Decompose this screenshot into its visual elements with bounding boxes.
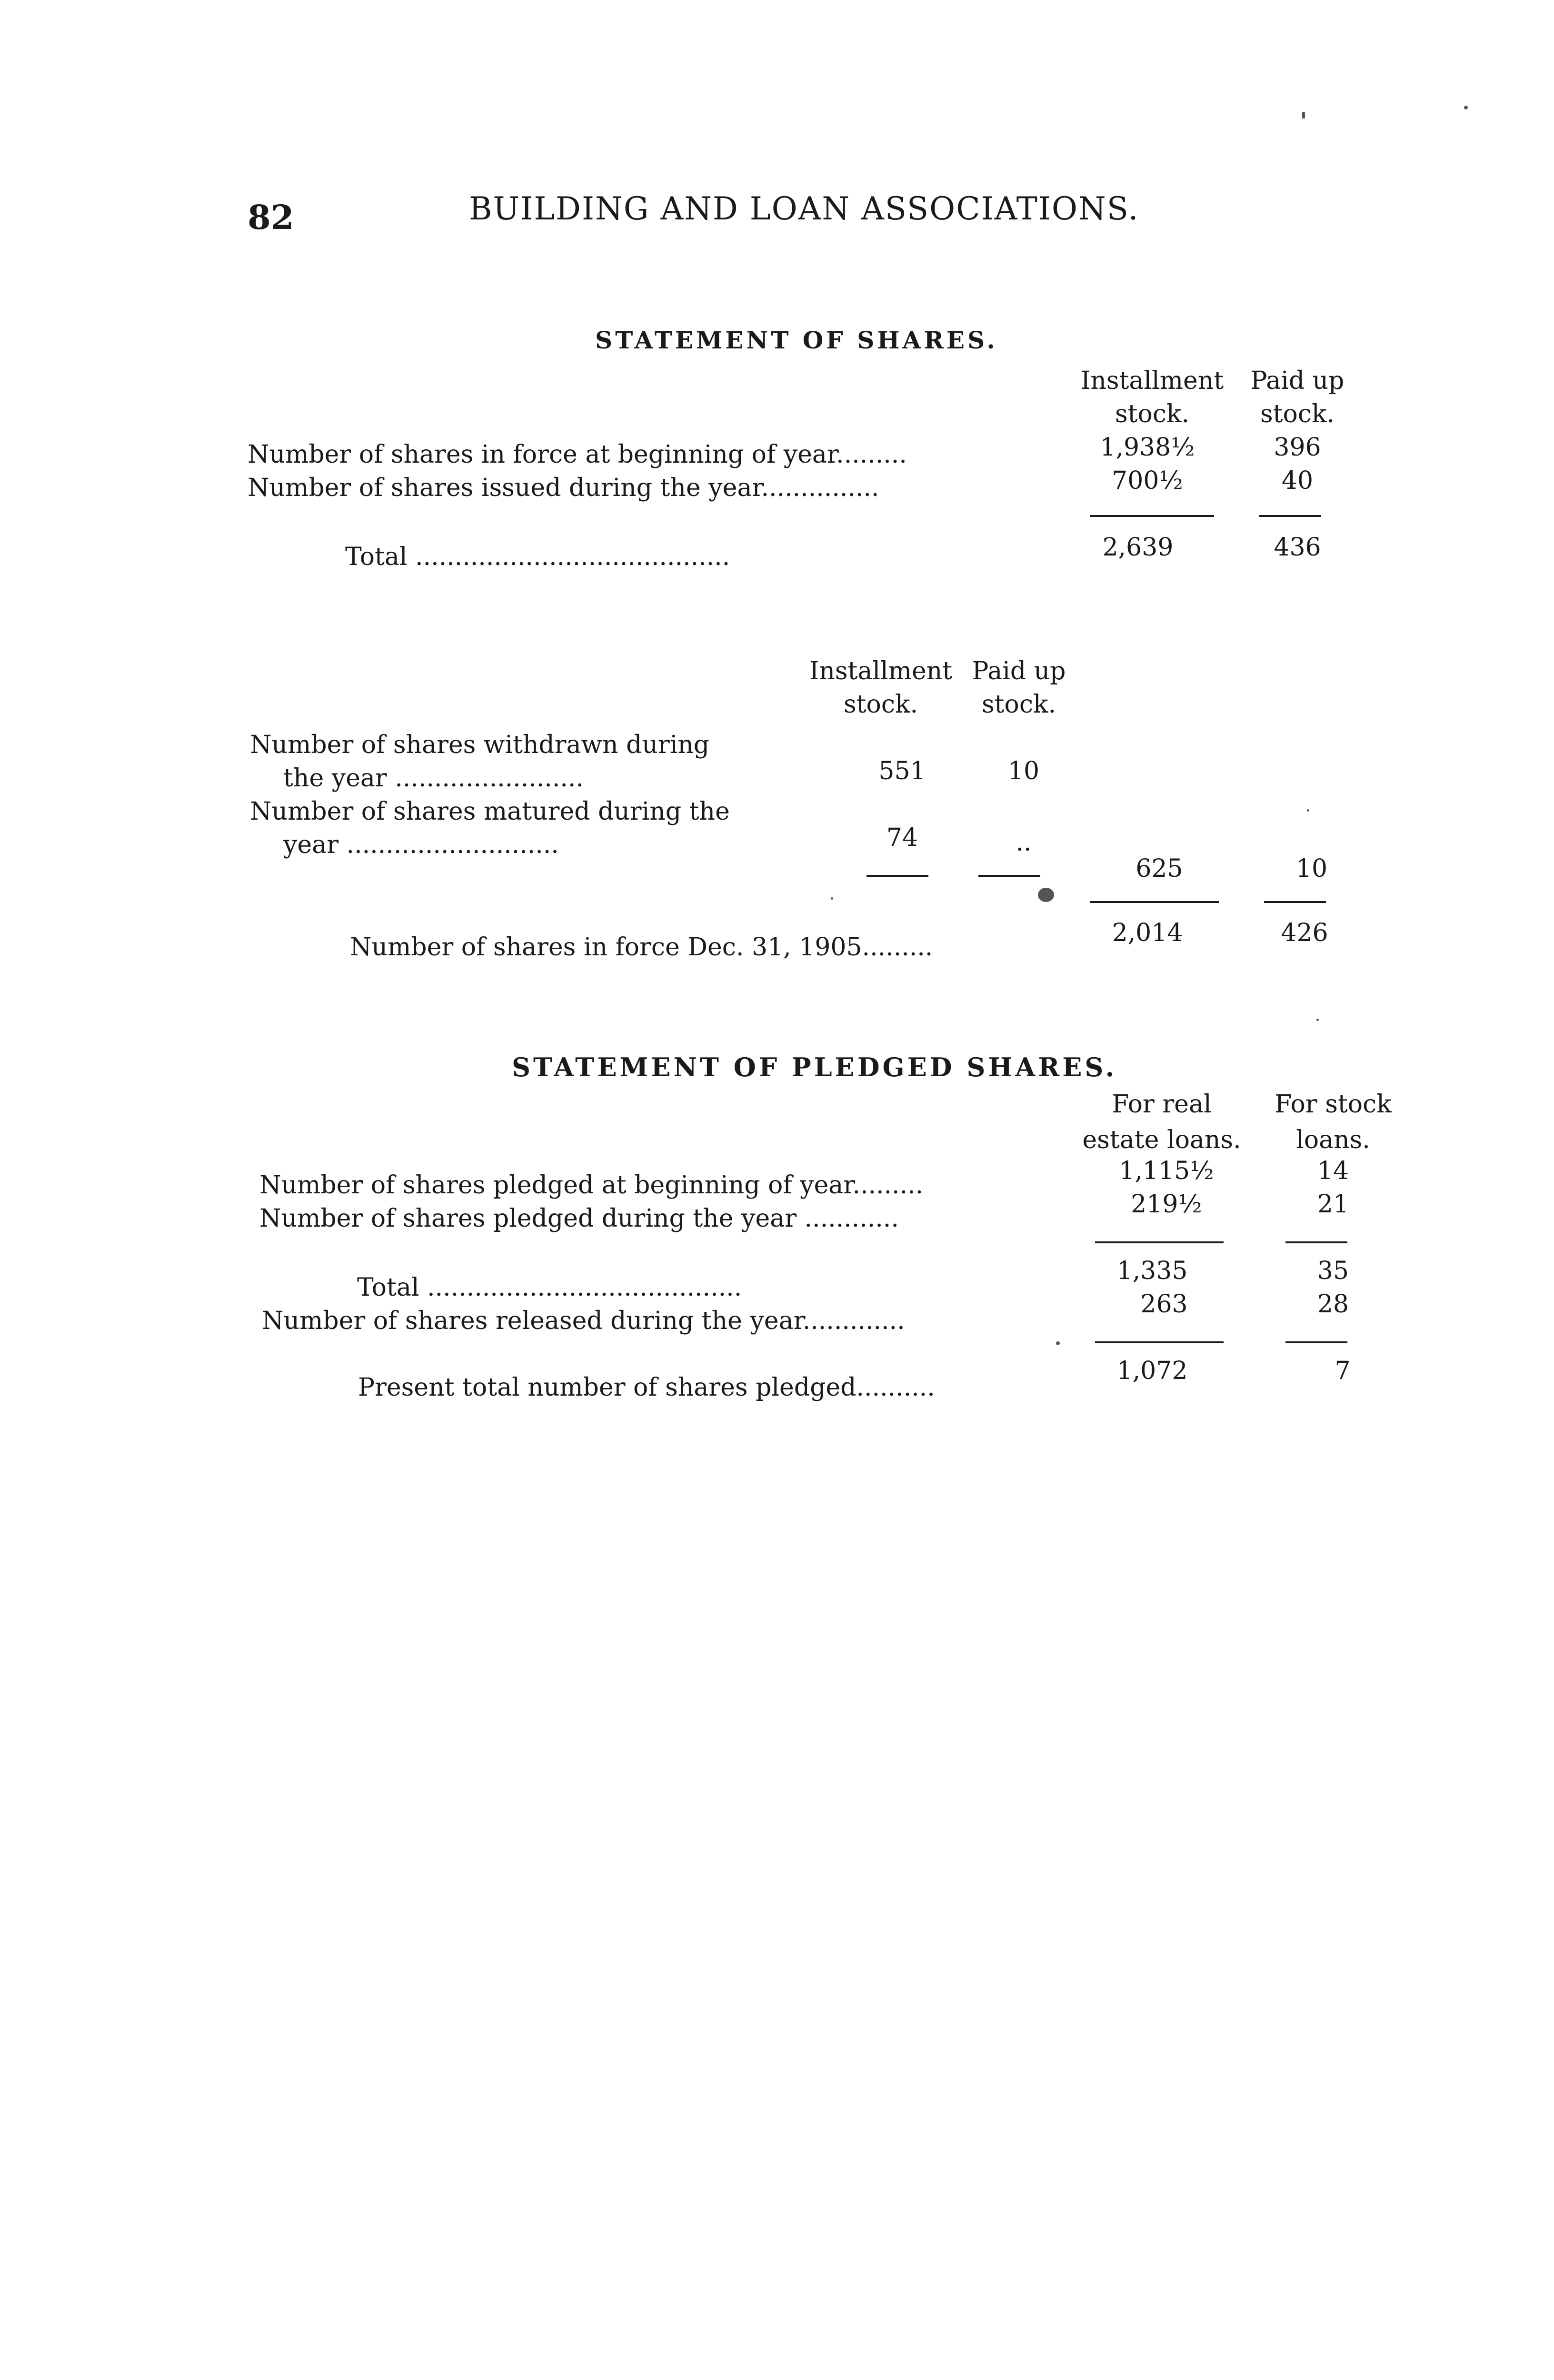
matured-row-paidup: .. — [1016, 828, 1032, 857]
shares-total-installment: 2,639 — [1102, 533, 1174, 562]
scan-speck — [1056, 1341, 1060, 1345]
pledged-sum-rule-stock — [1285, 1241, 1347, 1243]
withdrawn-row-label — [250, 728, 709, 795]
withdrawn-subtotal-installment: 625 — [1136, 854, 1183, 883]
released-sum-rule-stock — [1285, 1341, 1347, 1343]
col-head-line: Installment — [809, 657, 953, 685]
col-head-line: stock. — [1260, 400, 1335, 428]
shares-row-label: Number of shares issued during the year............... — [248, 474, 879, 502]
col-head-line: Installment — [1080, 367, 1224, 395]
pledged-total-stock: 35 — [1317, 1257, 1349, 1285]
shares-col-paidup-head — [1238, 367, 1357, 428]
released-realestate: 263 — [1140, 1290, 1188, 1319]
col-head-line: estate loans. — [1082, 1126, 1241, 1154]
pledged-row-stock: 14 — [1317, 1157, 1349, 1185]
present-total-label: Present total number of shares pledged.......... — [358, 1373, 935, 1402]
label-line: year ........................... — [283, 831, 559, 859]
running-header: BUILDING AND LOAN ASSOCIATIONS. — [469, 190, 1139, 227]
pledged-row-realestate: 1,115½ — [1119, 1157, 1214, 1185]
col-head-line: Paid up — [1250, 367, 1345, 395]
withdrawn-row-installment: 551 — [878, 757, 926, 785]
shares-row-label: Number of shares in force at beginning of year......... — [248, 440, 907, 469]
pledged-total-realestate: 1,335 — [1116, 1257, 1188, 1285]
shares-col-installment-head — [1057, 367, 1247, 428]
section-title-pledged: STATEMENT OF PLEDGED SHARES. — [512, 1052, 1117, 1082]
scan-speck — [1464, 106, 1468, 109]
scan-speck — [1302, 112, 1305, 119]
label-line: Number of shares matured during the — [250, 797, 730, 826]
inforce-sum-rule-paidup — [1264, 901, 1326, 903]
scan-speck — [831, 897, 833, 900]
col-head-line: loans. — [1296, 1126, 1370, 1154]
withdrawn-sum-rule-paidup — [978, 875, 1040, 877]
shares-total-label: Total ........................................ — [345, 543, 730, 571]
section-title-shares: STATEMENT OF SHARES. — [595, 326, 998, 354]
page-number: 82 — [248, 198, 294, 237]
present-total-realestate: 1,072 — [1116, 1357, 1188, 1385]
shares-row-installment: 1,938½ — [1100, 433, 1195, 462]
pledged-row-label: Number of shares pledged at beginning of year......... — [259, 1171, 924, 1200]
pledged-row-stock: 21 — [1317, 1190, 1349, 1219]
col-head-line: stock. — [981, 690, 1056, 719]
pledged-total-label: Total ........................................ — [357, 1273, 742, 1302]
inforce-label: Number of shares in force Dec. 31, 1905......... — [350, 933, 933, 962]
col-head-line: stock. — [1115, 400, 1190, 428]
shares-sum-rule-installment — [1090, 515, 1214, 517]
col-head-line: For stock — [1275, 1090, 1392, 1119]
present-total-stock: 7 — [1335, 1357, 1351, 1385]
label-line: Number of shares withdrawn during — [250, 731, 710, 759]
shares-total-paidup: 436 — [1274, 533, 1321, 562]
inforce-installment: 2,014 — [1112, 919, 1183, 947]
withdrawn-sum-rule-installment — [867, 875, 928, 877]
pledged-col-realestate-head — [1057, 1090, 1266, 1154]
shares-row-paidup: 396 — [1274, 433, 1321, 462]
withdrawn-col-installment-head — [786, 657, 976, 719]
col-head-line: Paid up — [972, 657, 1066, 685]
withdrawn-subtotal-paidup: 10 — [1295, 854, 1328, 883]
label-line: the year ........................ — [283, 764, 584, 793]
scan-speck — [1316, 1019, 1319, 1021]
withdrawn-col-paidup-head — [957, 657, 1081, 719]
matured-row-label — [250, 795, 730, 862]
pledged-row-label: Number of shares pledged during the year ............ — [259, 1204, 899, 1233]
withdrawn-row-paidup: 10 — [1007, 757, 1040, 785]
released-label: Number of shares released during the year............. — [262, 1307, 905, 1335]
shares-sum-rule-paidup — [1259, 515, 1321, 517]
matured-row-installment: 74 — [886, 823, 918, 852]
shares-row-paidup: 40 — [1281, 466, 1314, 495]
shares-row-installment: 700½ — [1112, 466, 1183, 495]
pledged-row-realestate: 219½ — [1131, 1190, 1202, 1219]
released-sum-rule-realestate — [1095, 1341, 1224, 1343]
inforce-sum-rule-installment — [1090, 901, 1219, 903]
scan-speck — [1038, 888, 1054, 902]
pledged-col-stock-head — [1257, 1090, 1409, 1154]
scan-speck — [1307, 809, 1309, 812]
col-head-line: For real — [1112, 1090, 1212, 1119]
col-head-line: stock. — [843, 690, 918, 719]
released-stock: 28 — [1317, 1290, 1349, 1319]
pledged-sum-rule-realestate — [1095, 1241, 1224, 1243]
inforce-paidup: 426 — [1281, 919, 1328, 947]
